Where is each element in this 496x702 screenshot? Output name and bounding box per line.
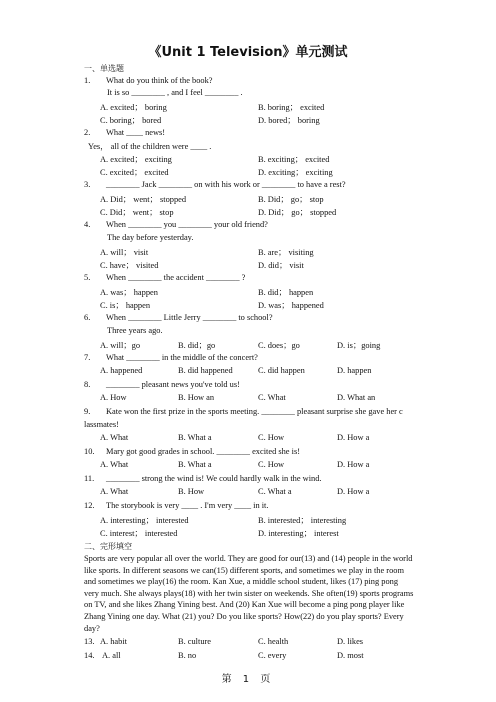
option-b[interactable]: B. What a: [178, 433, 212, 442]
option-c[interactable]: C. every: [258, 651, 287, 660]
question-stem-continued: lassmates!: [84, 420, 119, 429]
question-number: 13.: [84, 637, 95, 646]
question-11: [84, 474, 322, 483]
question-stem: ________ Jack ________ on with his work or ________ to have a rest?: [106, 180, 346, 189]
option-c[interactable]: C. boring； bored: [100, 116, 162, 125]
option-a[interactable]: A. How: [100, 393, 127, 402]
question-stem: ________ strong the wind is! We could hardly walk in the wind.: [106, 474, 322, 483]
option-c[interactable]: C. does；go: [258, 341, 300, 350]
question-9: [84, 407, 403, 416]
question-number: 9.: [84, 407, 91, 416]
question-stem: Kate won the first prize in the sports meeting. ________ pleasant surprise she gave her c: [106, 407, 403, 416]
option-a[interactable]: A. excited； boring: [100, 103, 167, 112]
option-d[interactable]: D. happen: [337, 366, 372, 375]
question-stem-continued: Three years ago.: [107, 326, 163, 335]
option-b[interactable]: B. did；go: [178, 341, 216, 350]
section-heading-cloze: 二、完形填空: [84, 542, 132, 551]
option-c[interactable]: C. health: [258, 637, 289, 646]
option-a[interactable]: A. all: [102, 651, 121, 660]
question-stem: What do you think of the book?: [106, 76, 213, 85]
question-number: 11.: [84, 474, 95, 483]
option-b[interactable]: B. interested； interesting: [258, 516, 347, 525]
option-a[interactable]: A. habit: [100, 637, 127, 646]
question-number: 8.: [84, 380, 91, 389]
option-a[interactable]: A. happened: [100, 366, 143, 375]
question-8: [84, 380, 240, 389]
question-number: 7.: [84, 353, 91, 362]
question-number: 1.: [84, 76, 91, 85]
option-a[interactable]: A. interesting； interested: [100, 516, 189, 525]
option-d[interactable]: D. How a: [337, 433, 370, 442]
option-b[interactable]: B. did happened: [178, 366, 233, 375]
question-3: [84, 180, 346, 189]
option-d[interactable]: D. How a: [337, 460, 370, 469]
option-b[interactable]: B. How an: [178, 393, 215, 402]
option-a[interactable]: A. Did； went； stopped: [100, 195, 187, 204]
question-stem: The storybook is very ____ . I'm very ____ in it.: [106, 501, 269, 510]
option-d[interactable]: D. exciting； exciting: [258, 168, 333, 177]
question-number: 10.: [84, 447, 95, 456]
option-d[interactable]: D. interesting； interest: [258, 529, 339, 538]
option-a[interactable]: A. will； visit: [100, 248, 149, 257]
option-c[interactable]: C. is； happen: [100, 301, 151, 310]
question-number: 14.: [84, 651, 95, 660]
question-10: [84, 447, 300, 456]
cloze-passage: Sports are very popular all over the world. They are good for our(13) and (14) people in the world like sports. In different seasons we can(15) different sports, and sometimes we play in the room and sometimes we play(16) the room. Kan Xue, a middle school student, likes (17) ping pong very much. She always plays(18) with her twin sister on weekends. She often(19) sports programs on TV, and she likes Zhang Yining best. And (20) Kan Xue will become a ping pong player like Zhang Yining one day. What (21) you? Do you like sports? How(22) do you play sports? Every day?: [84, 554, 414, 633]
question-stem-continued: Yes， all of the children were ____ .: [88, 142, 212, 151]
option-d[interactable]: D. likes: [337, 637, 364, 646]
question-7: [84, 353, 258, 362]
option-d[interactable]: D. Did； go； stopped: [258, 208, 337, 217]
option-b[interactable]: B. What a: [178, 460, 212, 469]
option-a[interactable]: A. What: [100, 433, 129, 442]
question-2: [84, 128, 165, 137]
option-c[interactable]: C. interest； interested: [100, 529, 178, 538]
option-d[interactable]: D. most: [337, 651, 364, 660]
option-b[interactable]: B. exciting； excited: [258, 155, 330, 164]
option-b[interactable]: B. boring； excited: [258, 103, 325, 112]
question-stem: When ________ Little Jerry ________ to school?: [106, 313, 273, 322]
option-d[interactable]: D. bored； boring: [258, 116, 320, 125]
question-number: 12.: [84, 501, 95, 510]
option-c[interactable]: C. What a: [258, 487, 292, 496]
option-c[interactable]: C. have； visited: [100, 261, 159, 270]
option-c[interactable]: C. did happen: [258, 366, 305, 375]
page-number: 第 1 页: [221, 674, 275, 685]
page-title: 《Unit 1 Television》单元测试: [148, 45, 348, 60]
option-d[interactable]: D. How a: [337, 487, 370, 496]
option-d[interactable]: D. did； visit: [258, 261, 304, 270]
question-stem: What ____ news!: [106, 128, 166, 137]
option-a[interactable]: A. was； happen: [100, 288, 158, 297]
option-c[interactable]: C. Did； went； stop: [100, 208, 174, 217]
question-6: [84, 313, 273, 322]
option-b[interactable]: B. How: [178, 487, 205, 496]
question-number: 3.: [84, 180, 91, 189]
option-b[interactable]: B. no: [178, 651, 197, 660]
option-b[interactable]: B. are； visiting: [258, 248, 314, 257]
question-stem: What ________ in the middle of the concert?: [106, 353, 258, 362]
question-number: 5.: [84, 273, 91, 282]
question-stem: Mary got good grades in school. ________ excited she is!: [106, 447, 300, 456]
option-d[interactable]: D. is；going: [337, 341, 381, 350]
option-c[interactable]: C. How: [258, 460, 285, 469]
question-stem: ________ pleasant news you've told us!: [106, 380, 240, 389]
section-heading-multiple-choice: 一、单选题: [84, 64, 124, 73]
option-a[interactable]: A. excited； exciting: [100, 155, 172, 164]
option-d[interactable]: D. was； happened: [258, 301, 324, 310]
question-number: 6.: [84, 313, 91, 322]
option-a[interactable]: A. What: [100, 487, 129, 496]
option-c[interactable]: C. excited； excited: [100, 168, 169, 177]
question-4: [84, 220, 268, 229]
question-number: 2.: [84, 128, 91, 137]
option-a[interactable]: A. What: [100, 460, 129, 469]
question-stem: When ________ the accident ________ ?: [106, 273, 246, 282]
question-1: [84, 76, 213, 85]
option-c[interactable]: C. How: [258, 433, 285, 442]
question-5: [84, 273, 245, 282]
question-stem-continued: The day before yesterday.: [107, 233, 194, 242]
option-b[interactable]: B. did； happen: [258, 288, 314, 297]
option-a[interactable]: A. will；go: [100, 341, 141, 350]
question-stem-continued: It is so ________ , and I feel ________ .: [107, 88, 243, 97]
question-stem: When ________ you ________ your old friend?: [106, 220, 268, 229]
question-12: [84, 501, 268, 510]
option-b[interactable]: B. Did； go； stop: [258, 195, 324, 204]
option-c[interactable]: C. What: [258, 393, 286, 402]
option-d[interactable]: D. What an: [337, 393, 376, 402]
option-b[interactable]: B. culture: [178, 637, 212, 646]
question-number: 4.: [84, 220, 91, 229]
